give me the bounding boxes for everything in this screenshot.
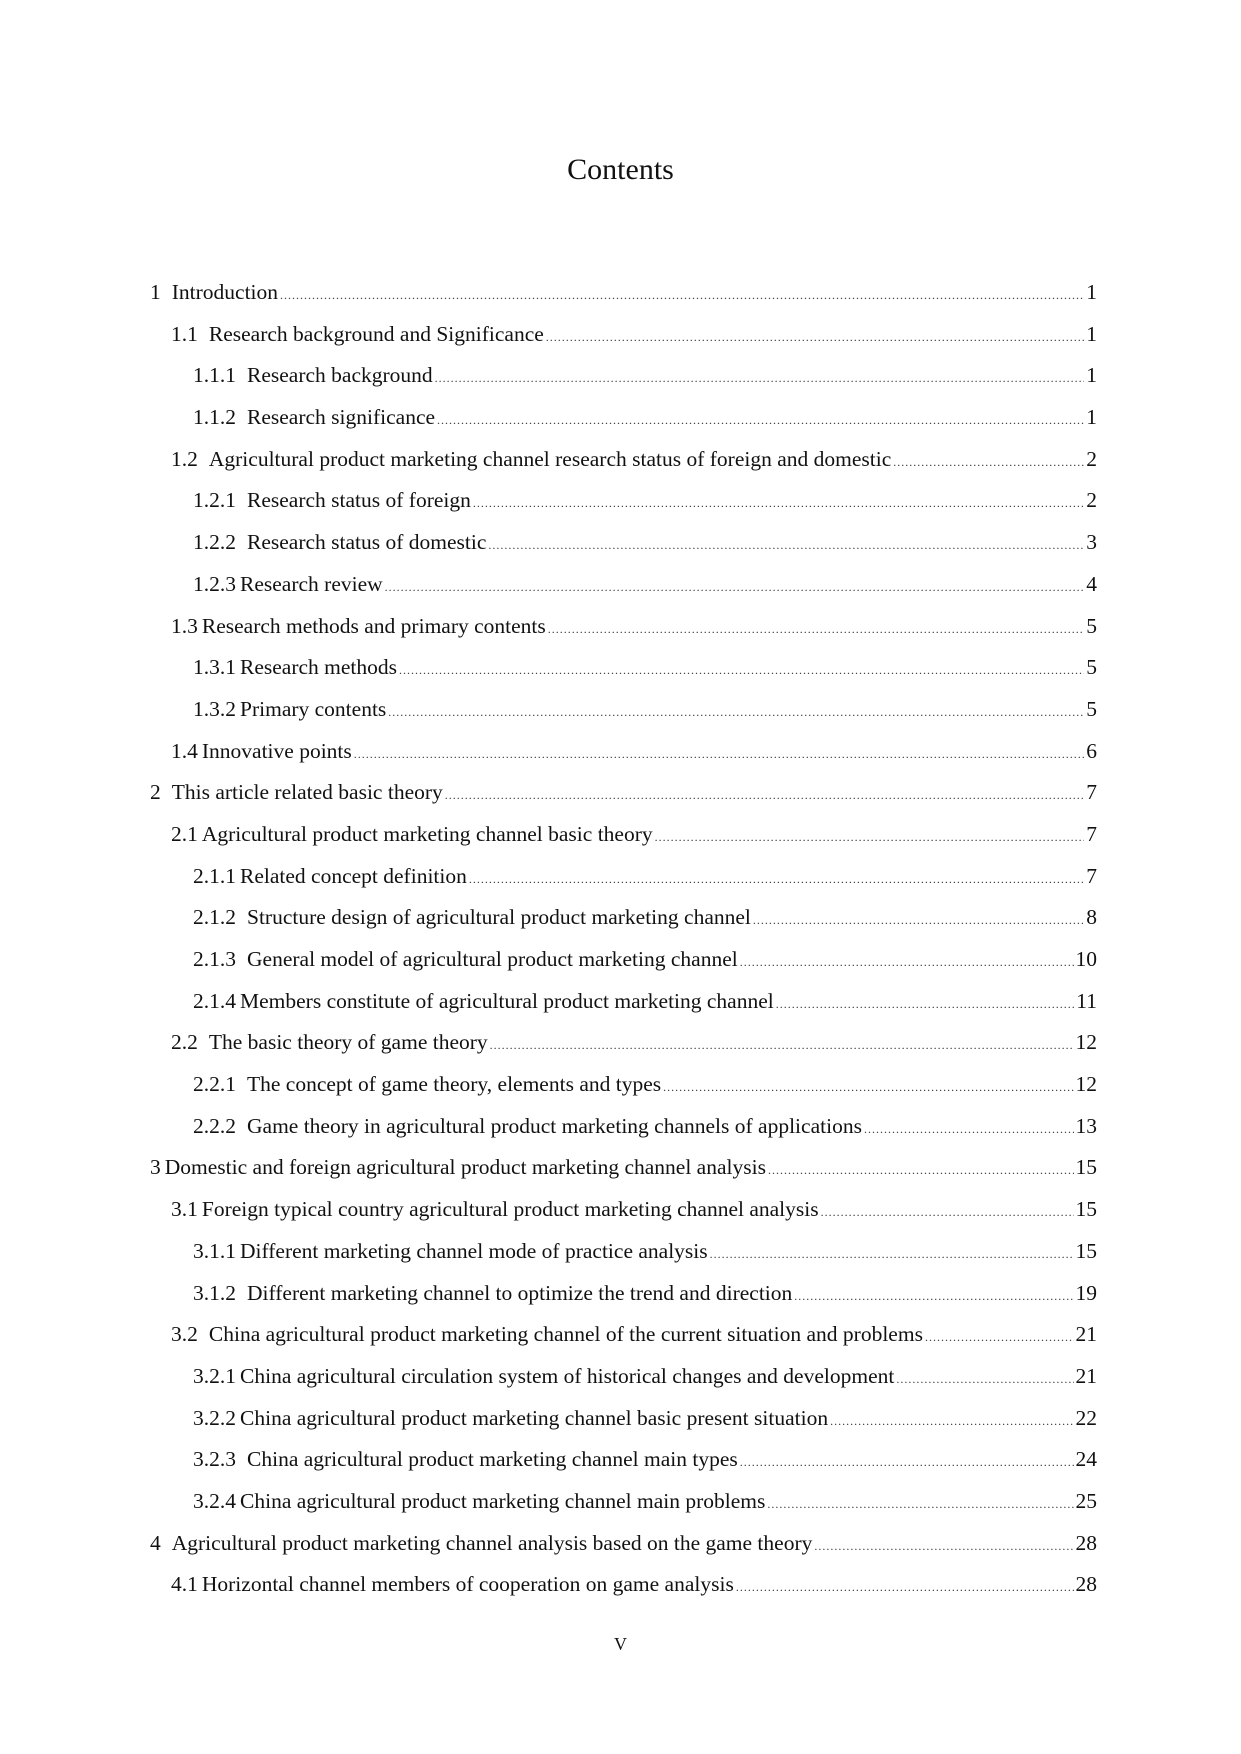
toc-entry-page: 1 (1086, 321, 1097, 346)
toc-dot-leader (546, 330, 1084, 345)
toc-entry-number: 3.1 (171, 1197, 198, 1222)
toc-entry-label (150, 1531, 812, 1556)
toc-dot-leader (488, 538, 1084, 553)
toc-dot-leader (736, 1580, 1074, 1595)
toc-entry-title: Research significance (247, 405, 436, 430)
toc-entry-page: 19 (1075, 1280, 1097, 1305)
toc-entry[interactable] (150, 1114, 1097, 1156)
toc-entry-page: 24 (1075, 1447, 1097, 1472)
toc-entry-number: 3.2.2 (193, 1405, 236, 1430)
toc-entry-number: 4 (150, 1530, 161, 1555)
toc-entry-page: 8 (1086, 905, 1097, 930)
toc-dot-leader (280, 288, 1084, 303)
toc-entry-page: 6 (1086, 738, 1097, 763)
toc-entry-label (150, 1155, 766, 1180)
toc-entry[interactable] (150, 1072, 1097, 1114)
toc-entry[interactable] (150, 405, 1097, 447)
toc-entry[interactable] (150, 822, 1097, 864)
toc-entry-number: 1.1.2 (193, 405, 236, 430)
toc-entry-page: 2 (1086, 446, 1097, 471)
toc-entry-title: Horizontal channel members of cooperation on game analysis (201, 1572, 734, 1597)
toc-entry-number: 3.1.2 (193, 1280, 236, 1305)
toc-entry-title: China agricultural circulation system of historical changes and development (240, 1363, 895, 1388)
toc-dot-leader (864, 1122, 1074, 1137)
toc-entry-label (193, 655, 397, 680)
toc-entry-number: 3.2.4 (193, 1488, 236, 1513)
toc-entry-title: Innovative points (201, 738, 352, 763)
toc-entry-number: 1.1 (171, 321, 198, 346)
toc-entry-page: 1 (1086, 280, 1097, 304)
toc-entry-page: 3 (1086, 530, 1097, 555)
table-of-contents (150, 280, 1097, 1614)
toc-entry-page: 7 (1086, 863, 1097, 888)
toc-entry-label (193, 530, 486, 555)
toc-entry-number: 2.1.4 (193, 988, 236, 1013)
toc-entry[interactable] (150, 447, 1097, 489)
toc-dot-leader (740, 955, 1074, 970)
toc-entry[interactable] (150, 655, 1097, 697)
toc-entry-label (193, 1281, 792, 1306)
toc-entry-label (193, 697, 386, 722)
toc-entry-label (150, 280, 278, 305)
toc-dot-leader (435, 371, 1085, 386)
toc-entry-number: 1.3 (171, 613, 198, 638)
toc-dot-leader (490, 1038, 1074, 1053)
toc-dot-leader (814, 1539, 1073, 1554)
toc-entry-label (193, 1114, 862, 1139)
toc-entry-page: 5 (1086, 655, 1097, 680)
toc-entry-number: 2.1.3 (193, 947, 236, 971)
toc-entry-number: 3.2.1 (193, 1363, 236, 1388)
toc-entry[interactable] (150, 572, 1097, 614)
toc-entry-title: China agricultural product marketing channel basic present situation (240, 1405, 829, 1430)
toc-entry[interactable] (150, 1572, 1097, 1614)
toc-entry-label (171, 1030, 488, 1055)
toc-entry[interactable] (150, 1447, 1097, 1489)
page-number: V (614, 1634, 627, 1654)
toc-entry-page: 7 (1086, 821, 1097, 846)
toc-dot-leader (740, 1455, 1074, 1470)
toc-entry-label (171, 739, 352, 764)
toc-entry-label (193, 1239, 708, 1264)
toc-entry-number: 1.3.1 (193, 655, 236, 680)
toc-dot-leader (388, 705, 1084, 720)
toc-entry-title: The concept of game theory, elements and types (247, 1072, 662, 1097)
toc-entry-number: 4.1 (171, 1572, 198, 1597)
toc-entry-title: Primary contents (240, 696, 387, 721)
toc-dot-leader (767, 1497, 1073, 1512)
toc-entry[interactable] (150, 1406, 1097, 1448)
toc-entry-number: 1.2.3 (193, 571, 236, 596)
toc-dot-leader (445, 788, 1084, 803)
toc-entry-number: 1.1.1 (193, 363, 236, 388)
toc-entry-page: 10 (1075, 947, 1097, 971)
toc-entry[interactable] (150, 1322, 1097, 1364)
toc-entry-page: 28 (1075, 1572, 1097, 1597)
toc-entry-title: Foreign typical country agricultural product marketing channel analysis (201, 1197, 819, 1222)
toc-entry-number: 2.2.1 (193, 1072, 236, 1097)
toc-entry-label (193, 905, 751, 930)
toc-entry[interactable] (150, 1239, 1097, 1281)
toc-dot-leader (896, 1372, 1073, 1387)
toc-entry-title: General model of agricultural product marketing channel (247, 947, 738, 971)
toc-entry-number: 2.1.1 (193, 863, 236, 888)
toc-entry-page: 5 (1086, 613, 1097, 638)
toc-entry-number: 2.1.2 (193, 905, 236, 930)
toc-entry-label (193, 405, 435, 430)
toc-entry[interactable] (150, 488, 1097, 530)
toc-entry-title: Agricultural product marketing channel basic theory (201, 821, 653, 846)
toc-dot-leader (925, 1330, 1074, 1345)
toc-dot-leader (548, 622, 1084, 637)
toc-entry-title: Related concept definition (240, 863, 467, 888)
toc-entry-title: Research status of foreign (247, 488, 471, 513)
toc-entry-page: 12 (1075, 1072, 1097, 1097)
toc-entry-label (193, 1364, 894, 1389)
toc-entry-label (171, 447, 891, 472)
toc-dot-leader (385, 580, 1085, 595)
toc-entry-title: Research background (247, 363, 433, 388)
toc-entry-title: Agricultural product marketing channel research status of foreign and domestic (208, 446, 892, 471)
toc-entry-label (193, 989, 774, 1014)
toc-entry-label (193, 1447, 738, 1472)
toc-entry-number: 3 (150, 1155, 161, 1180)
toc-entry-number: 3.2.3 (193, 1447, 236, 1472)
toc-dot-leader (655, 830, 1085, 845)
toc-dot-leader (437, 413, 1084, 428)
toc-dot-leader (753, 913, 1084, 928)
toc-entry[interactable] (150, 614, 1097, 656)
toc-entry-page: 5 (1086, 696, 1097, 721)
toc-entry-page: 21 (1075, 1322, 1097, 1347)
toc-entry-title: Introduction (171, 280, 279, 304)
toc-entry[interactable] (150, 1489, 1097, 1531)
toc-entry[interactable] (150, 989, 1097, 1031)
toc-dot-leader (893, 455, 1084, 470)
toc-entry-number: 1.2 (171, 446, 198, 471)
toc-entry-page: 21 (1075, 1363, 1097, 1388)
toc-entry-page: 2 (1086, 488, 1097, 513)
toc-entry[interactable] (150, 780, 1097, 822)
toc-entry-label (193, 947, 738, 972)
toc-entry[interactable] (150, 697, 1097, 739)
toc-entry-title: The basic theory of game theory (208, 1030, 488, 1055)
toc-dot-leader (469, 872, 1084, 887)
toc-entry-title: Research methods and primary contents (201, 613, 546, 638)
toc-entry-number: 1 (150, 280, 161, 304)
toc-entry-number: 1.2.1 (193, 488, 236, 513)
toc-entry-label (171, 322, 544, 347)
toc-entry-label (193, 363, 433, 388)
toc-dot-leader (473, 496, 1084, 511)
toc-entry-title: Game theory in agricultural product marketing channels of applications (247, 1113, 862, 1138)
toc-entry-number: 2 (150, 780, 161, 805)
toc-entry[interactable] (150, 947, 1097, 989)
toc-entry-page: 11 (1076, 988, 1097, 1013)
toc-entry-title: Research status of domestic (247, 530, 487, 555)
toc-entry-title: This article related basic theory (171, 780, 443, 805)
toc-entry-label (193, 572, 383, 597)
toc-entry-label (193, 1072, 661, 1097)
toc-entry-page: 25 (1075, 1488, 1097, 1513)
toc-entry[interactable] (150, 905, 1097, 947)
toc-entry-label (171, 822, 653, 847)
toc-entry[interactable] (150, 322, 1097, 364)
toc-entry-page: 13 (1075, 1113, 1097, 1138)
toc-entry-page: 12 (1075, 1030, 1097, 1055)
toc-entry-page: 22 (1075, 1405, 1097, 1430)
toc-entry-number: 2.2 (171, 1030, 198, 1055)
toc-entry[interactable] (150, 739, 1097, 781)
toc-entry[interactable] (150, 1197, 1097, 1239)
toc-entry-label (171, 614, 546, 639)
toc-entry[interactable] (150, 864, 1097, 906)
toc-entry-title: Members constitute of agricultural product marketing channel (240, 988, 774, 1013)
toc-entry[interactable] (150, 1531, 1097, 1573)
toc-entry-title: Domestic and foreign agricultural product marketing channel analysis (164, 1155, 766, 1180)
toc-entry-page: 15 (1075, 1238, 1097, 1263)
toc-entry-label (150, 780, 443, 805)
toc-entry-title: Different marketing channel to optimize the trend and direction (247, 1280, 793, 1305)
toc-entry-title: China agricultural product marketing channel of the current situation and problems (208, 1322, 923, 1347)
toc-dot-leader (710, 1247, 1074, 1262)
toc-entry-page: 1 (1086, 405, 1097, 430)
toc-entry-number: 2.1 (171, 821, 198, 846)
toc-entry-label (171, 1572, 734, 1597)
toc-dot-leader (399, 663, 1084, 678)
toc-entry-label (171, 1197, 819, 1222)
toc-entry-title: Different marketing channel mode of practice analysis (240, 1238, 708, 1263)
toc-entry[interactable] (150, 1364, 1097, 1406)
toc-entry-page: 15 (1075, 1155, 1097, 1180)
toc-entry-title: Structure design of agricultural product marketing channel (247, 905, 751, 930)
toc-entry-number: 3.1.1 (193, 1238, 236, 1263)
toc-entry-number: 1.4 (171, 738, 198, 763)
toc-dot-leader (354, 747, 1084, 762)
toc-dot-leader (768, 1163, 1074, 1178)
toc-entry-page: 7 (1086, 780, 1097, 805)
page-title: Contents (567, 153, 674, 186)
toc-entry-label (193, 864, 467, 889)
toc-entry-label (171, 1322, 923, 1347)
toc-entry-number: 2.2.2 (193, 1113, 236, 1138)
toc-entry[interactable] (150, 280, 1097, 322)
toc-entry-title: Research review (240, 571, 383, 596)
toc-entry-label (193, 1406, 828, 1431)
toc-entry-title: China agricultural product marketing channel main types (247, 1447, 738, 1472)
toc-dot-leader (821, 1205, 1074, 1220)
toc-dot-leader (663, 1080, 1073, 1095)
toc-entry[interactable] (150, 1030, 1097, 1072)
toc-entry-title: Agricultural product marketing channel analysis based on the game theory (171, 1530, 813, 1555)
toc-entry-label (193, 1489, 765, 1514)
toc-entry-number: 3.2 (171, 1322, 198, 1347)
toc-entry[interactable] (150, 530, 1097, 572)
toc-entry-page: 15 (1075, 1197, 1097, 1222)
toc-entry-number: 1.3.2 (193, 696, 236, 721)
toc-entry-title: Research methods (240, 655, 398, 680)
toc-entry[interactable] (150, 1155, 1097, 1197)
toc-entry-page: 1 (1086, 363, 1097, 388)
toc-entry-page: 28 (1075, 1530, 1097, 1555)
toc-dot-leader (776, 997, 1075, 1012)
toc-entry[interactable] (150, 1281, 1097, 1323)
toc-entry-title: Research background and Significance (208, 321, 544, 346)
toc-entry-page: 4 (1086, 571, 1097, 596)
toc-dot-leader (794, 1289, 1073, 1304)
toc-entry-number: 1.2.2 (193, 530, 236, 555)
toc-dot-leader (830, 1414, 1073, 1429)
toc-entry-label (193, 488, 471, 513)
toc-entry-title: China agricultural product marketing channel main problems (240, 1488, 766, 1513)
toc-entry[interactable] (150, 363, 1097, 405)
